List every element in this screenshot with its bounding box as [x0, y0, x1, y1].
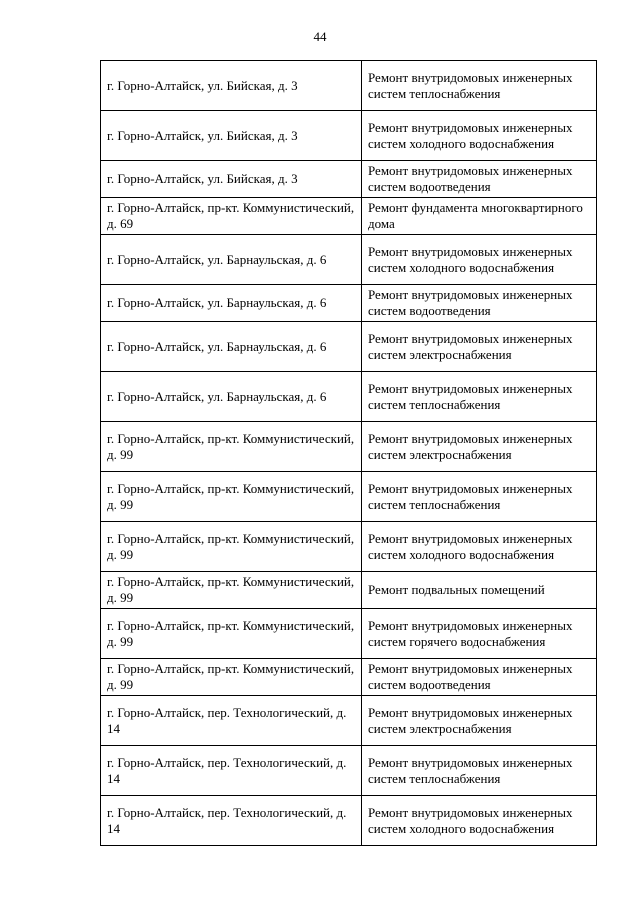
work-cell: Ремонт внутридомовых инженерных систем водоотведения: [362, 659, 597, 696]
table-row: [101, 235, 597, 285]
work-cell: Ремонт внутридомовых инженерных систем холодного водоснабжения: [362, 522, 597, 572]
address-cell: г. Горно-Алтайск, пр-кт. Коммунистический, д. 99: [101, 472, 362, 522]
address-cell: г. Горно-Алтайск, пр-кт. Коммунистический, д. 99: [101, 659, 362, 696]
table-row: [101, 746, 597, 796]
address-cell: г. Горно-Алтайск, пер. Технологический, д. 14: [101, 696, 362, 746]
address-cell: г. Горно-Алтайск, пр-кт. Коммунистический, д. 99: [101, 609, 362, 659]
work-cell: Ремонт внутридомовых инженерных систем теплоснабжения: [362, 372, 597, 422]
work-cell: Ремонт фундамента многоквартирного дома: [362, 198, 597, 235]
table-row: [101, 322, 597, 372]
table-row: [101, 659, 597, 696]
table-row: [101, 522, 597, 572]
work-cell: Ремонт внутридомовых инженерных систем горячего водоснабжения: [362, 609, 597, 659]
table-row: [101, 198, 597, 235]
repair-works-table: [100, 60, 597, 846]
work-cell: Ремонт внутридомовых инженерных систем водоотведения: [362, 285, 597, 322]
table-row: [101, 472, 597, 522]
table-row: [101, 609, 597, 659]
work-cell: Ремонт внутридомовых инженерных систем теплоснабжения: [362, 61, 597, 111]
table-row: [101, 372, 597, 422]
work-cell: Ремонт внутридомовых инженерных систем электроснабжения: [362, 322, 597, 372]
page-number: 44: [313, 29, 327, 44]
work-cell: Ремонт внутридомовых инженерных систем водоотведения: [362, 161, 597, 198]
address-cell: г. Горно-Алтайск, пр-кт. Коммунистический, д. 99: [101, 572, 362, 609]
table-row: [101, 111, 597, 161]
work-cell: Ремонт внутридомовых инженерных систем теплоснабжения: [362, 746, 597, 796]
address-cell: г. Горно-Алтайск, ул. Бийская, д. 3: [101, 111, 362, 161]
work-cell: Ремонт внутридомовых инженерных систем электроснабжения: [362, 422, 597, 472]
table-row: [101, 422, 597, 472]
address-cell: г. Горно-Алтайск, ул. Барнаульская, д. 6: [101, 322, 362, 372]
table-row: [101, 285, 597, 322]
address-cell: г. Горно-Алтайск, ул. Барнаульская, д. 6: [101, 372, 362, 422]
address-cell: г. Горно-Алтайск, ул. Барнаульская, д. 6: [101, 235, 362, 285]
table-row: [101, 696, 597, 746]
table-row: [101, 161, 597, 198]
work-cell: Ремонт внутридомовых инженерных систем холодного водоснабжения: [362, 235, 597, 285]
work-cell: Ремонт внутридомовых инженерных систем холодного водоснабжения: [362, 111, 597, 161]
address-cell: г. Горно-Алтайск, пер. Технологический, д. 14: [101, 796, 362, 846]
work-cell: Ремонт внутридомовых инженерных систем теплоснабжения: [362, 472, 597, 522]
address-cell: г. Горно-Алтайск, пр-кт. Коммунистический, д. 99: [101, 522, 362, 572]
address-cell: г. Горно-Алтайск, пер. Технологический, д. 14: [101, 746, 362, 796]
address-cell: г. Горно-Алтайск, ул. Бийская, д. 3: [101, 61, 362, 111]
address-cell: г. Горно-Алтайск, пр-кт. Коммунистический, д. 69: [101, 198, 362, 235]
table-row: [101, 61, 597, 111]
address-cell: г. Горно-Алтайск, ул. Бийская, д. 3: [101, 161, 362, 198]
table-row: [101, 572, 597, 609]
work-cell: Ремонт внутридомовых инженерных систем холодного водоснабжения: [362, 796, 597, 846]
work-cell: Ремонт подвальных помещений: [362, 572, 597, 609]
work-cell: Ремонт внутридомовых инженерных систем электроснабжения: [362, 696, 597, 746]
table-row: [101, 796, 597, 846]
address-cell: г. Горно-Алтайск, ул. Барнаульская, д. 6: [101, 285, 362, 322]
address-cell: г. Горно-Алтайск, пр-кт. Коммунистический, д. 99: [101, 422, 362, 472]
